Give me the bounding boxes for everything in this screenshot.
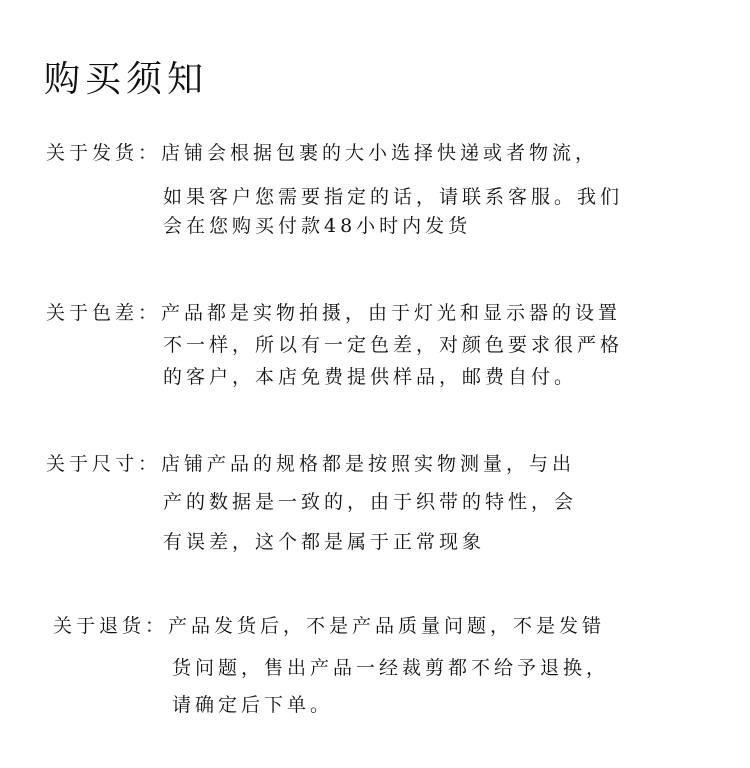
size-line-2: 产的数据是一致的，由于织带的特性，会 [163, 491, 578, 513]
page-title: 购买须知 [44, 59, 209, 100]
shipping-line-2: 如果客户您需要指定的话，请联系客服。我们 [163, 186, 624, 208]
shipping-line-1 [46, 140, 598, 166]
color-text-1: 产品都是实物拍摄，由于灯光和显示器的设置 [161, 302, 622, 324]
shipping-text-1: 店铺会根据包裹的大小选择快递或者物流， [161, 142, 599, 164]
color-line-1 [46, 300, 621, 326]
size-label: 关于尺寸： [46, 453, 162, 475]
color-line-3: 的客户，本店免费提供样品，邮费自付。 [163, 366, 578, 388]
returns-line-1 [53, 613, 605, 639]
returns-line-3: 请确定后下单。 [172, 694, 334, 716]
size-text-1: 店铺产品的规格都是按照实物测量，与出 [161, 453, 576, 475]
color-label: 关于色差： [46, 302, 162, 324]
size-line-3: 有误差，这个都是属于正常现象 [163, 531, 486, 553]
size-line-1 [46, 451, 575, 477]
shipping-label: 关于发货： [46, 142, 162, 164]
returns-label: 关于退货： [53, 615, 169, 637]
returns-text-1: 产品发货后，不是产品质量问题，不是发错 [168, 615, 606, 637]
color-line-2: 不一样，所以有一定色差，对颜色要求很严格 [163, 334, 624, 356]
shipping-line-3: 会在您购买付款48小时内发货 [163, 215, 472, 237]
returns-line-2: 货问题，售出产品一经裁剪都不给予退换， [172, 657, 610, 679]
